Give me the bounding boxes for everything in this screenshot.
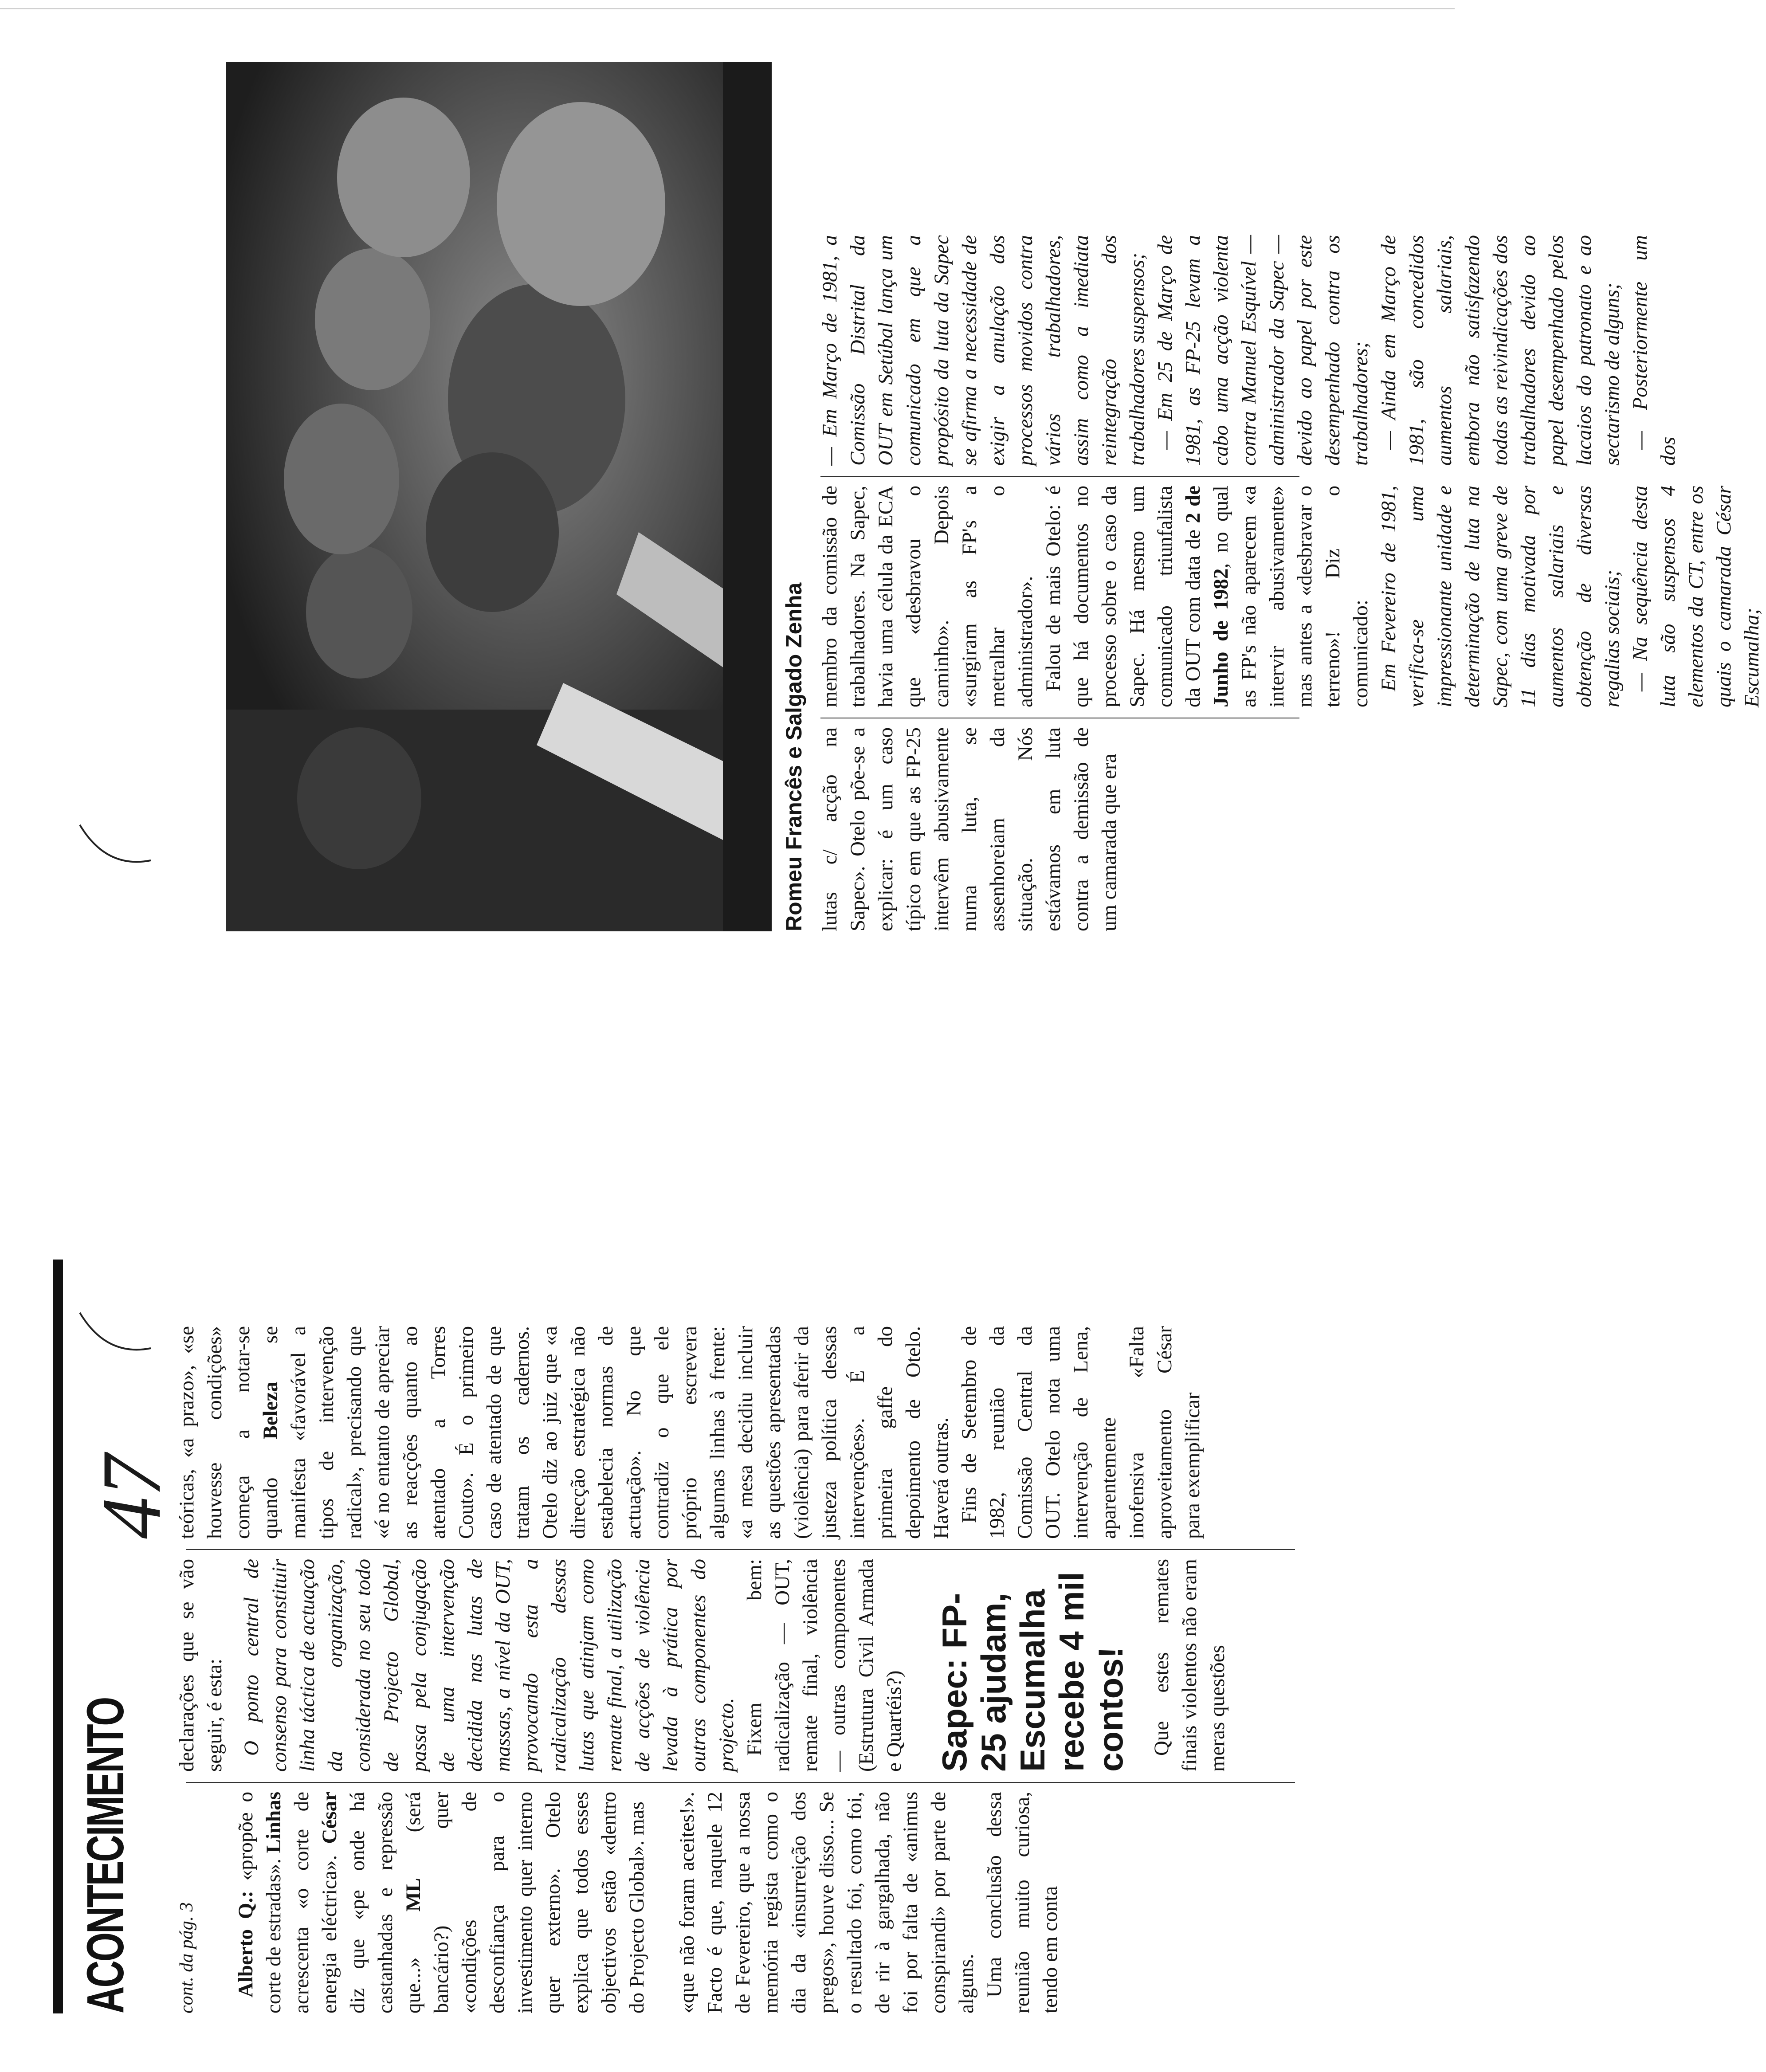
paragraph: — Ainda em Março de 1981, são concedidos aumentos salariais, embora não satisfazendo todas as reivindicações dos trabalhadores devido ao papel desempenhado pelos lacaios do patronato e ao sectarismo de alguns; [1377, 235, 1624, 466]
article-column-5 [816, 485, 1763, 707]
paragraph: Alberto Q.: «propõe o corte de estradas». Linhas acrescenta «o corte de energia eléctrica». César diz que «pe onde há castanhadas e repressão que...» ML (será bancário?) quer «condições de desconfiança para o investimento quer interno quer externo». Otelo explica que todos esses objectivos estão «dentro do Projecto Global». mas [234, 1792, 648, 2013]
continuation-reference: cont. da pág. 3 [177, 1902, 197, 2013]
handwritten-page-number [84, 1375, 182, 1543]
pencil-mark [71, 1268, 160, 1366]
paragraph: declarações que se vão seguir, é esta: [175, 1559, 226, 1772]
paragraph: Que estes remates finais violentos não eram meras questões [1150, 1559, 1229, 1772]
pencil-mark [71, 781, 160, 878]
masthead [53, 1260, 138, 2013]
paragraph: — Posteriormente um dos [1629, 235, 1680, 466]
section-headline: Sapec: FP-25 ajudam, Escumalha recebe 4 mil contos! [935, 1572, 1130, 1772]
paragraph: «que não foram aceites!». Facto é que, naquele 12 de Fevereiro, que a nossa memória regista como o dia da «insurreição dos pregos», houve disso... Se o resultado foi, como foi, de rir à gargalhada, não foi por falta de «animus conspirandi» por parte de alguns. [675, 1792, 978, 2013]
paragraph: Fixem bem: radicalização — OUT, remate final, violência — outras componentes (Estrutura Civil Armada e Quartéis?) [743, 1559, 906, 1772]
paragraph: — Em 25 de Março de 1981, as FP-25 levam a cabo uma acção violenta contra Manuel Esquível — administrador da Sapec — devido ao papel por este desempenhado contra os trabalhadores; [1154, 235, 1372, 466]
paragraph: — Na sequência desta luta são suspensos 4 elementos da CT, entre os quais o camarada César Escumalha; [1629, 486, 1763, 707]
article-column-6 [816, 235, 1680, 466]
paragraph: lutas c/ acção na Sapec». Otelo põe-se a explicar: é um caso típico em que as FP-25 intervêm abusivamente numa luta, se assenhoreiam da situação. Nós estávamos em luta contra a demissão de um camarada que era [818, 727, 1121, 931]
article-column-2 [173, 1559, 1308, 1772]
article-column-4 [816, 727, 1304, 931]
article-column-3 [173, 1326, 1308, 1539]
paragraph: Falou de mais Otelo: é que há documentos no processo sobre o caso da Sapec. Há mesmo um comunicado triunfalista da OUT com data de 2 de Junho de 1982, no qual as FP's não aparecem «a intervir abusivamente» mas antes a «desbravar o terreno»! Diz o comunicado: [1042, 485, 1372, 707]
paragraph: membro da comissão de trabalhadores. Na Sapec, havia uma célula da ECA que «desbravou o caminho». Depois «surgiram as FP's a metralhar o administrador». [818, 486, 1037, 707]
paragraph: O ponto central de consenso para constituir linha táctica de actuação da organização, considerada no seu todo de Projecto Global, passa pela conjugação de uma intervenção decidida nas lutas de massas, a nível da OUT, provocando esta a radicalização dessas lutas que atinjam como remate final, a utilização de acções de violência levada à prática por outras componentes do projecto. [240, 1559, 738, 1772]
photo-caption: Romeu Francês e Salgado Zenha [781, 582, 806, 931]
news-photo [226, 62, 772, 931]
photo-crowd-scene [226, 62, 772, 931]
article-column-1 [173, 1792, 1308, 2013]
column-rule [186, 1549, 1295, 1550]
svg-text:47: 47 [85, 1455, 178, 1539]
paragraph: Uma conclusão dessa reunião muito curiosa, tendo em conta [983, 1792, 1062, 2013]
column-rule [820, 476, 1299, 477]
paragraph: teóricas, «a prazo», «se houvesse condições» começa a notar-se quando Beleza se manifesta «favorável a tipos de intervenção radical», precisando que «é no entanto de apreciar as reacções quanto ao atentado a Torres Couto». É o primeiro caso de atentado de que tratam os cadernos. Otelo diz ao juiz que «a direcção estratégica não estabelecia normas de actuação». No que contradiz o que ele próprio escrevera algumas linhas à frente: «a mesa decidiu incluir as questões apresentadas (violência) para aferir da justeza política dessas intervenções». É a primeira gaffe do depoimento de Otelo. Haverá outras. [175, 1326, 953, 1539]
paragraph: Fins de Setembro de 1982, reunião da Comissão Central da OUT. Otelo nota uma intervenção de Lena, aparentemente inofensiva «Falta aproveitamento César para exemplificar [958, 1326, 1204, 1539]
scan-edge-line [0, 8, 1455, 9]
paragraph: Em Fevereiro de 1981, verifica-se uma impressionante unidade e determinação de luta na Sapec, com uma greve de 11 dias motivada por aumentos salariais e obtenção de diversas regalias sociais; [1377, 486, 1624, 707]
column-rule [186, 1782, 1295, 1783]
masthead-title: ACONTECIMENTO [76, 1698, 135, 2013]
newspaper-clipping [53, 62, 1763, 2013]
paragraph: — Em Março de 1981, a Comissão Distrital da OUT em Setúbal lança um comunicado em que a propósito da luta da Sapec se afirma a necessidade de exigir a anulação dos processos movidos contra vários trabalhadores, assim como a imediata reintegração dos trabalhadores suspensos; [818, 235, 1149, 466]
